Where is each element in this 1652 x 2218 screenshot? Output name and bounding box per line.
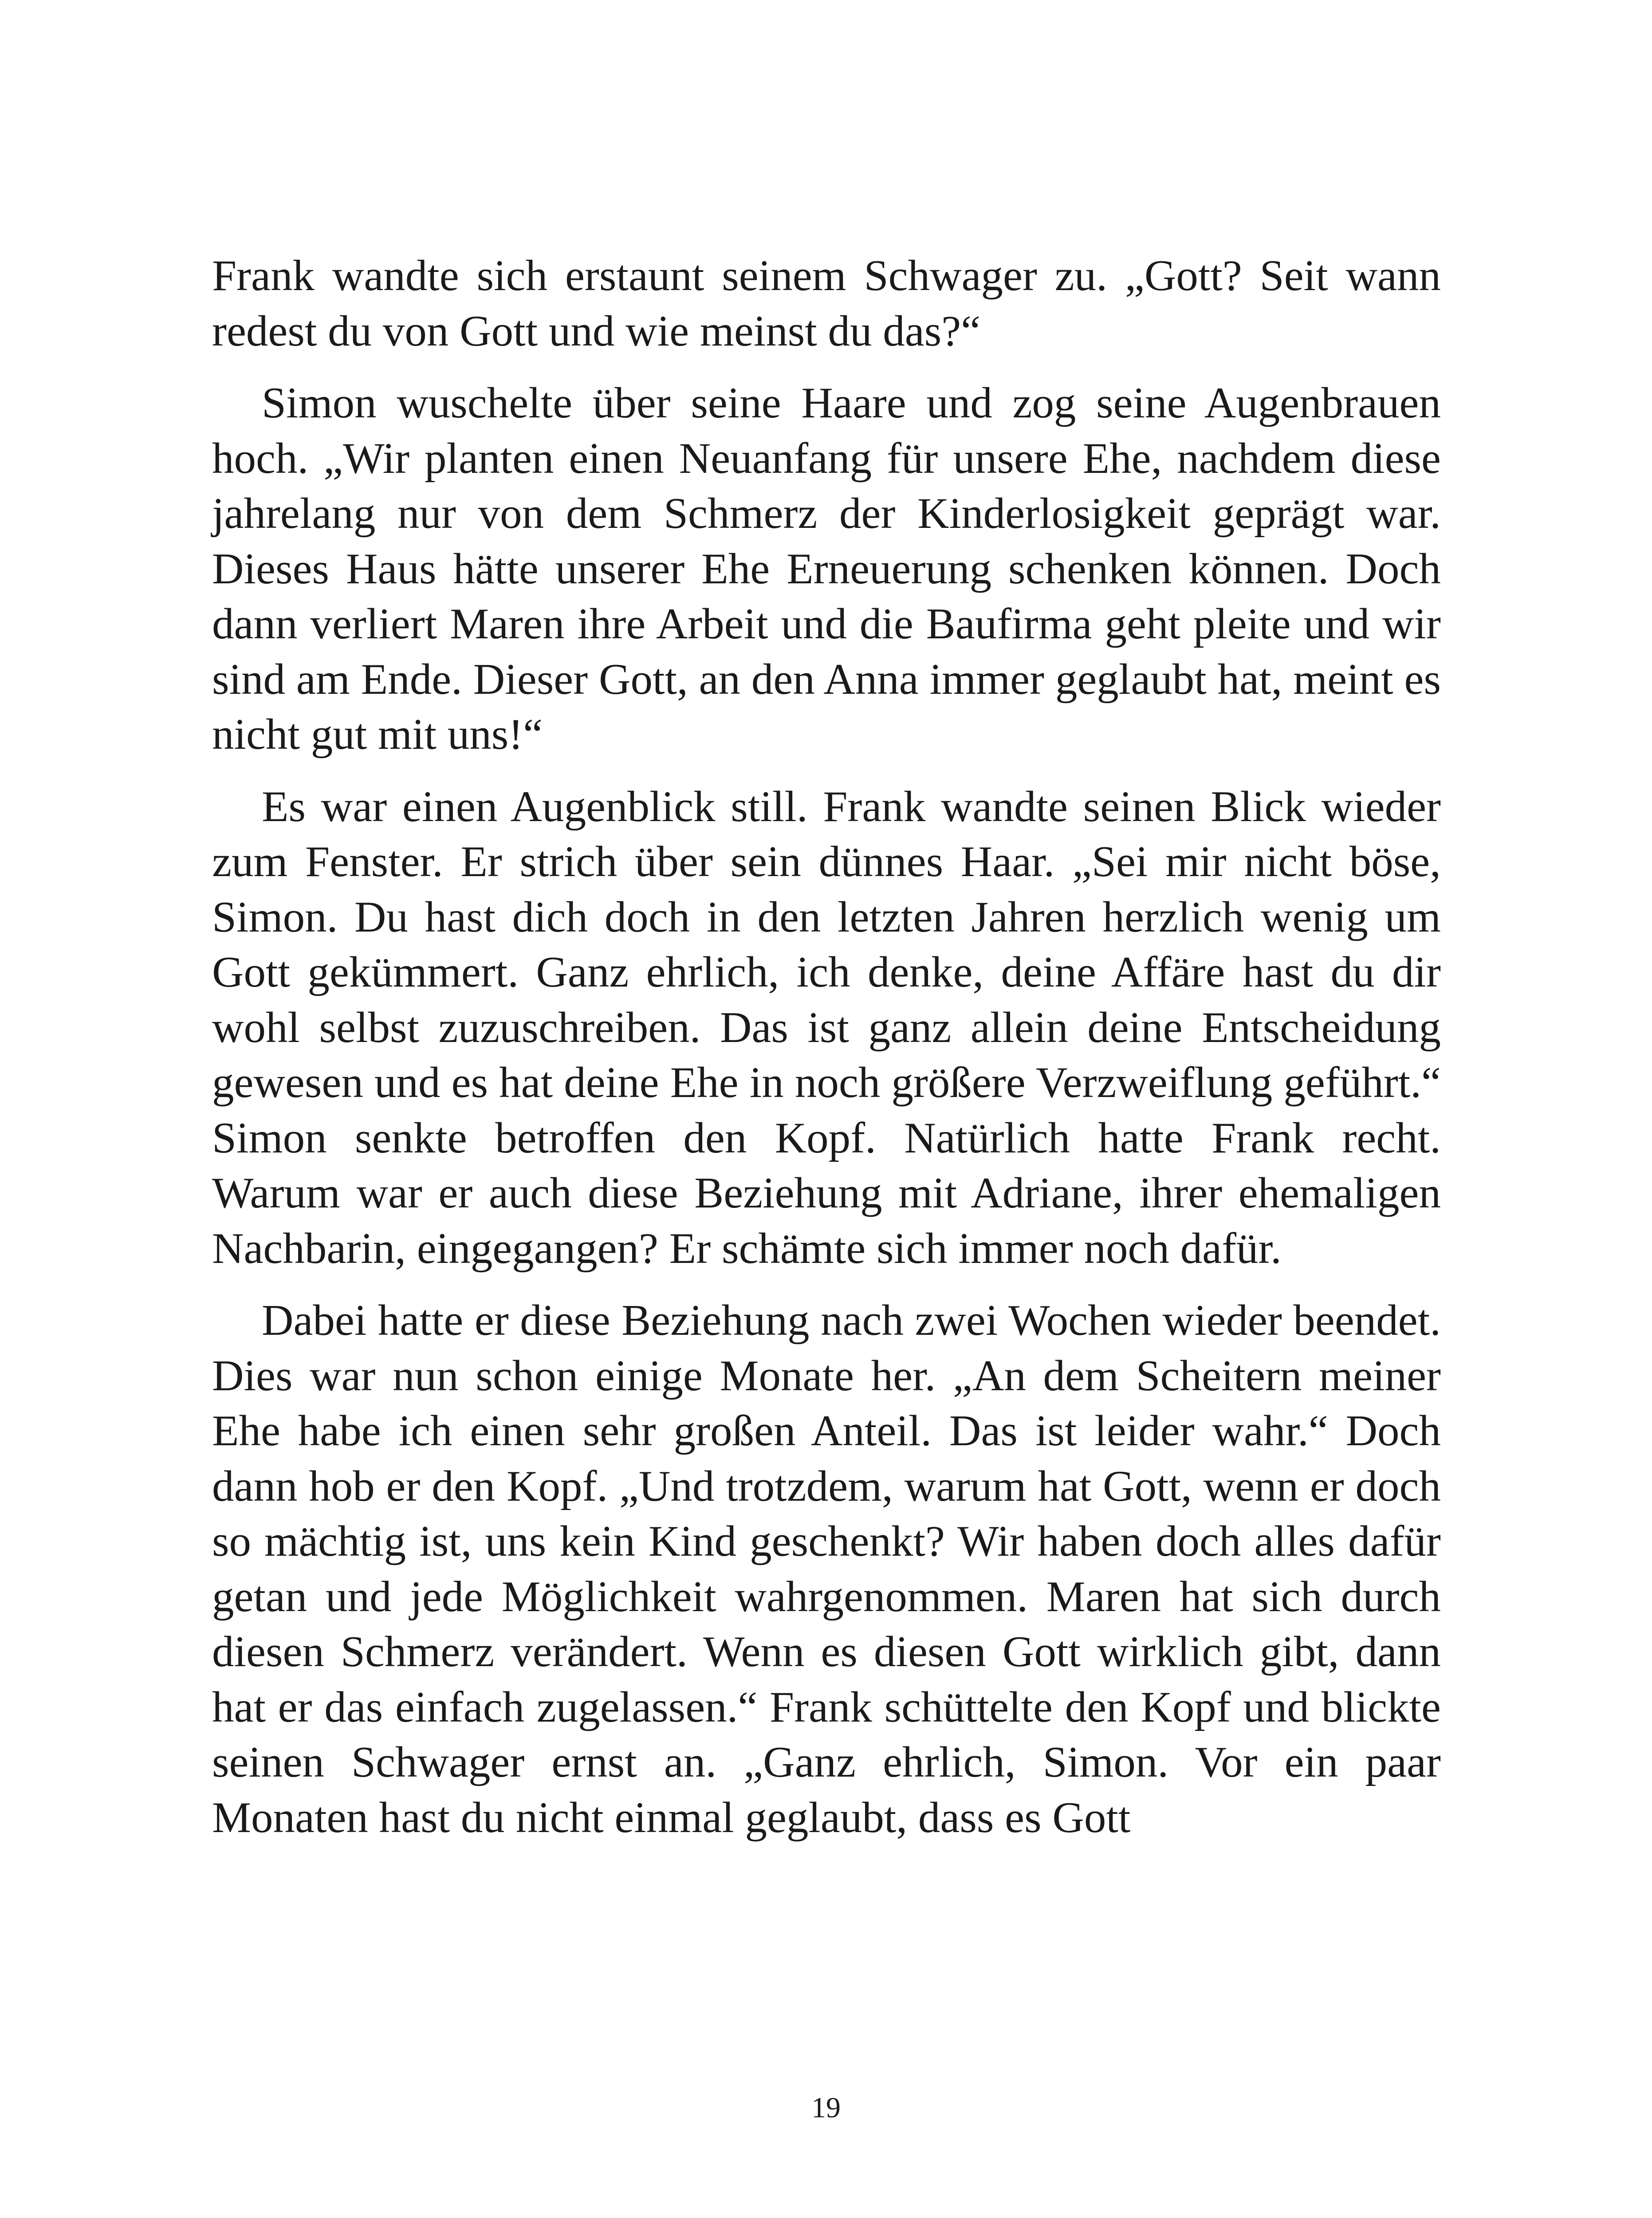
paragraph-4: Dabei hatte er diese Beziehung nach zwei Wochen wieder beendet. Dies war nun schon einige Monate her. „An dem Scheitern meiner Ehe habe ich einen sehr großen Anteil. Das ist leider wahr.“ Doch dann hob er den Kopf. „Und trotzdem, warum hat Gott, wenn er doch so mächtig ist, uns kein Kind geschenkt? Wir haben doch alles dafür getan und jede Möglichkeit wahrgenommen. Maren hat sich durch diesen Schmerz verändert. Wenn es diesen Gott wirklich gibt, dann hat er das einfach zugelassen.“ Frank schüttelte den Kopf und blickte seinen Schwager ernst an. „Ganz ehrlich, Simon. Vor ein paar Monaten hast du nicht einmal geglaubt, dass es Gott	[212, 1296, 1441, 1842]
body-text	[212, 248, 1441, 1862]
paragraph-1: Frank wandte sich erstaunt seinem Schwager zu. „Gott? Seit wann redest du von Gott und wie meinst du das?“	[212, 252, 1441, 355]
paragraph-2: Simon wuschelte über seine Haare und zog seine Augenbrauen hoch. „Wir planten einen Neuanfang für unsere Ehe, nachdem diese jahrelang nur von dem Schmerz der Kinderlosigkeit geprägt war. Dieses Haus hätte unserer Ehe Erneuerung schenken können. Doch dann verliert Maren ihre Arbeit und die Baufirma geht pleite und wir sind am Ende. Dieser Gott, an den Anna immer geglaubt hat, meint es nicht gut mit uns!“	[212, 379, 1441, 759]
page-number: 19	[811, 2092, 841, 2124]
paragraph-3: Es war einen Augenblick still. Frank wandte seinen Blick wieder zum Fenster. Er strich über sein dünnes Haar. „Sei mir nicht böse, Simon. Du hast dich doch in den letzten Jahren herzlich wenig um Gott gekümmert. Ganz ehrlich, ich denke, deine Affäre hast du dir wohl selbst zuzuschreiben. Das ist ganz allein deine Entscheidung gewesen und es hat deine Ehe in noch größere Verzweiflung geführt.“ Simon senkte betroffen den Kopf. Natürlich hatte Frank recht. Warum war er auch diese Beziehung mit Adriane, ihrer ehemaligen Nachbarin, eingegangen? Er schämte sich immer noch dafür.	[212, 782, 1441, 1273]
